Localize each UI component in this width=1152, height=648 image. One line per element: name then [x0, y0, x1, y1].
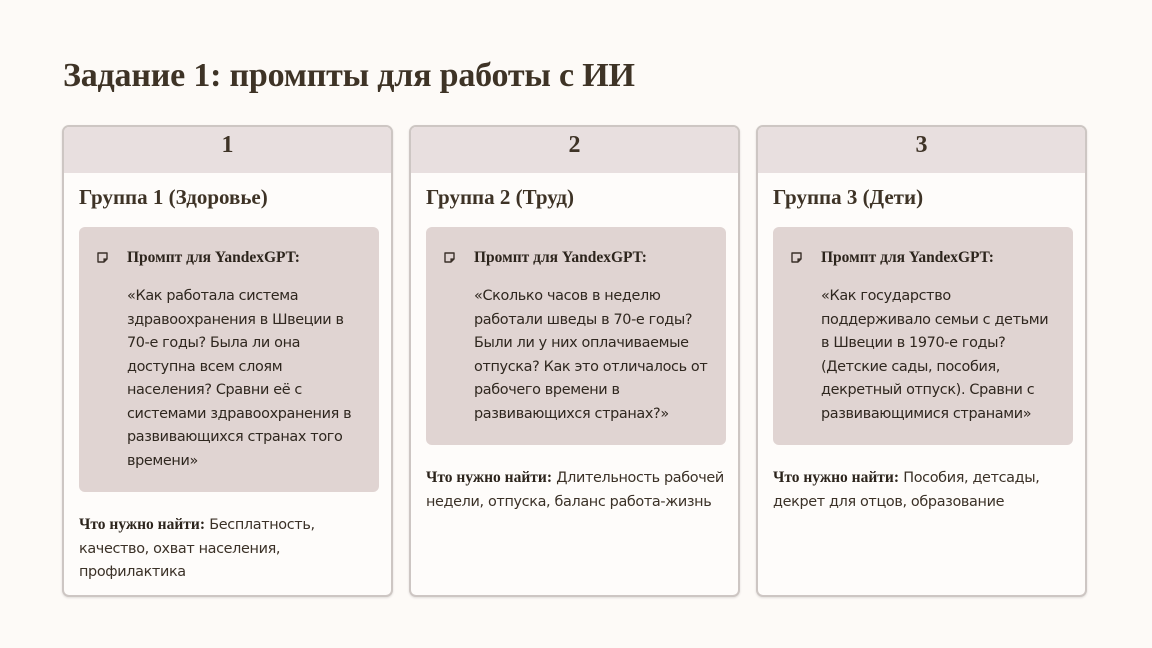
- find-section: [773, 466, 1073, 514]
- group-card-2: [409, 125, 740, 597]
- find-label: Что нужно найти:: [426, 469, 552, 486]
- find-label: Что нужно найти:: [79, 516, 205, 533]
- prompt-box: [773, 227, 1073, 445]
- prompt-text: «Как работала система здравоохранения в Швеции в 70-е годы? Была ли она доступна всем слоям населения? Сравни её с системами здравоохранения в развивающихся странах того времени»: [127, 288, 352, 469]
- find-label: Что нужно найти:: [773, 469, 899, 486]
- card-number-header: 1: [64, 127, 391, 173]
- prompt-box: [426, 227, 726, 445]
- find-section: [79, 513, 379, 585]
- group-title: Группа 2 (Труд): [426, 185, 575, 209]
- group-title: Группа 3 (Дети): [773, 185, 924, 209]
- find-text: Длительность рабочей недели, отпуска, баланс работа-жизнь: [426, 470, 724, 510]
- prompt-label: Промпт для YandexGPT:: [821, 249, 994, 266]
- card-number-header: 3: [758, 127, 1085, 173]
- note-icon: [791, 252, 802, 263]
- find-text: Бесплатность, качество, охват населения, профилактика: [79, 517, 315, 580]
- prompt-text: «Сколько часов в неделю работали шведы в 70-е годы? Были ли у них оплачиваемые отпуска? Как это отличалось от рабочего времени в развивающихся странах?»: [474, 288, 708, 422]
- page-title: Задание 1: промпты для работы с ИИ: [63, 57, 635, 94]
- group-title: Группа 1 (Здоровье): [79, 185, 268, 209]
- note-icon: [97, 252, 108, 263]
- group-card-3: [756, 125, 1087, 597]
- prompt-label: Промпт для YandexGPT:: [127, 249, 300, 266]
- note-icon: [444, 252, 455, 263]
- card-number-header: 2: [411, 127, 738, 173]
- group-card-1: [62, 125, 393, 597]
- prompt-label: Промпт для YandexGPT:: [474, 249, 647, 266]
- prompt-text: «Как государство поддерживало семьи с детьми в Швеции в 1970-е годы? (Детские сады, пособия, декретный отпуск). Сравни с развивающимися странами»: [821, 288, 1049, 422]
- find-text: Пособия, детсады, декрет для отцов, образование: [773, 470, 1040, 510]
- find-section: [426, 466, 726, 514]
- prompt-box: [79, 227, 379, 492]
